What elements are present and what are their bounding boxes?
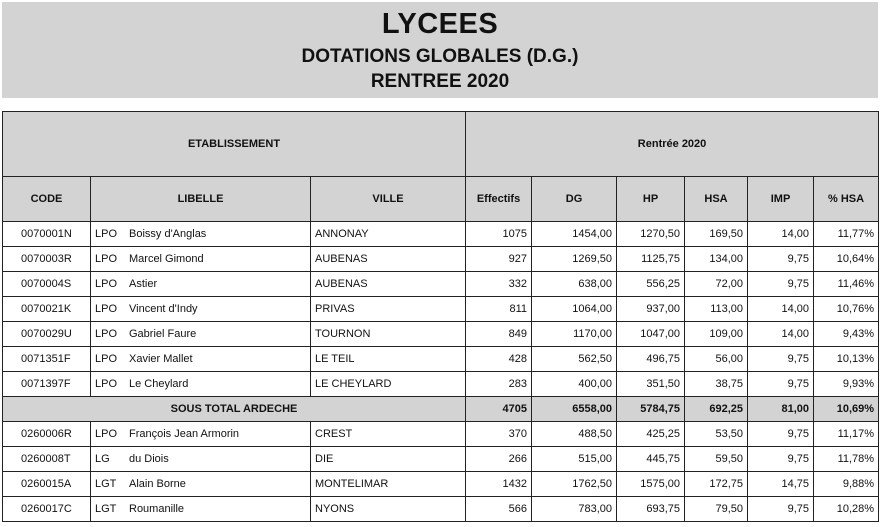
cell-effectifs: 566 bbox=[466, 497, 532, 522]
cell-code: 0071397F bbox=[3, 372, 91, 397]
table-row bbox=[3, 322, 879, 347]
cell-pct-hsa: 11,46% bbox=[814, 272, 879, 297]
title-block bbox=[2, 2, 878, 98]
cell-effectifs: 428 bbox=[466, 347, 532, 372]
subtotal-imp: 81,00 bbox=[748, 397, 814, 422]
etablissement-name: Boissy d'Anglas bbox=[129, 228, 207, 240]
page-title: LYCEES bbox=[381, 8, 499, 40]
cell-ville: CREST bbox=[311, 422, 466, 447]
cell-hp: 1125,75 bbox=[617, 247, 685, 272]
cell-dg: 638,00 bbox=[532, 272, 617, 297]
cell-pct-hsa: 9,43% bbox=[814, 322, 879, 347]
cell-effectifs: 283 bbox=[466, 372, 532, 397]
cell-dg: 400,00 bbox=[532, 372, 617, 397]
cell-code: 0070001N bbox=[3, 222, 91, 247]
cell-effectifs: 332 bbox=[466, 272, 532, 297]
cell-dg: 562,50 bbox=[532, 347, 617, 372]
col-header-pct-hsa: % HSA bbox=[814, 177, 879, 222]
cell-hp: 351,50 bbox=[617, 372, 685, 397]
col-header-imp: IMP bbox=[748, 177, 814, 222]
cell-code: 0260015A bbox=[3, 472, 91, 497]
etablissement-type: LPO bbox=[95, 353, 118, 365]
cell-hsa: 53,50 bbox=[685, 422, 748, 447]
etablissement-type: LPO bbox=[95, 253, 118, 265]
etablissement-type: LPO bbox=[95, 428, 118, 440]
cell-libelle bbox=[91, 447, 311, 472]
etablissement-name: Xavier Mallet bbox=[129, 353, 193, 365]
cell-effectifs: 927 bbox=[466, 247, 532, 272]
cell-ville: MONTELIMAR bbox=[311, 472, 466, 497]
etablissement-name: Vincent d'Indy bbox=[129, 303, 198, 315]
cell-imp: 9,75 bbox=[748, 497, 814, 522]
cell-dg: 1064,00 bbox=[532, 297, 617, 322]
cell-libelle bbox=[91, 322, 311, 347]
page-subtitle: DOTATIONS GLOBALES (D.G.) bbox=[301, 46, 579, 67]
cell-pct-hsa: 11,77% bbox=[814, 222, 879, 247]
cell-code: 0070029U bbox=[3, 322, 91, 347]
cell-libelle bbox=[91, 222, 311, 247]
cell-pct-hsa: 10,13% bbox=[814, 347, 879, 372]
group-header-rentree: Rentrée 2020 bbox=[466, 112, 879, 177]
table-row bbox=[3, 347, 879, 372]
cell-hp: 693,75 bbox=[617, 497, 685, 522]
subtotal-hp: 5784,75 bbox=[617, 397, 685, 422]
cell-imp: 9,75 bbox=[748, 347, 814, 372]
cell-ville: NYONS bbox=[311, 497, 466, 522]
cell-hsa: 72,00 bbox=[685, 272, 748, 297]
cell-hp: 1575,00 bbox=[617, 472, 685, 497]
cell-effectifs: 370 bbox=[466, 422, 532, 447]
cell-effectifs: 1432 bbox=[466, 472, 532, 497]
cell-ville: ANNONAY bbox=[311, 222, 466, 247]
cell-ville: LE CHEYLARD bbox=[311, 372, 466, 397]
etablissement-name: Gabriel Faure bbox=[129, 328, 197, 340]
cell-libelle bbox=[91, 272, 311, 297]
cell-libelle bbox=[91, 247, 311, 272]
cell-hsa: 59,50 bbox=[685, 447, 748, 472]
subtotal-hsa: 692,25 bbox=[685, 397, 748, 422]
etablissement-name: du Diois bbox=[129, 453, 169, 465]
etablissement-type: LPO bbox=[95, 378, 118, 390]
cell-effectifs: 266 bbox=[466, 447, 532, 472]
cell-dg: 1454,00 bbox=[532, 222, 617, 247]
etablissement-name: Alain Borne bbox=[129, 478, 186, 490]
cell-code: 0260008T bbox=[3, 447, 91, 472]
subtotal-pct-hsa: 10,69% bbox=[814, 397, 879, 422]
table-row bbox=[3, 222, 879, 247]
cell-imp: 9,75 bbox=[748, 447, 814, 472]
cell-libelle bbox=[91, 372, 311, 397]
cell-pct-hsa: 11,17% bbox=[814, 422, 879, 447]
cell-libelle bbox=[91, 422, 311, 447]
cell-code: 0071351F bbox=[3, 347, 91, 372]
cell-ville: DIE bbox=[311, 447, 466, 472]
cell-dg: 783,00 bbox=[532, 497, 617, 522]
cell-imp: 9,75 bbox=[748, 247, 814, 272]
cell-hsa: 56,00 bbox=[685, 347, 748, 372]
subtotal-effectifs: 4705 bbox=[466, 397, 532, 422]
cell-ville: AUBENAS bbox=[311, 247, 466, 272]
cell-imp: 14,00 bbox=[748, 322, 814, 347]
cell-hp: 445,75 bbox=[617, 447, 685, 472]
cell-hsa: 134,00 bbox=[685, 247, 748, 272]
cell-pct-hsa: 10,28% bbox=[814, 497, 879, 522]
col-header-libelle: LIBELLE bbox=[91, 177, 311, 222]
cell-libelle bbox=[91, 472, 311, 497]
cell-effectifs: 1075 bbox=[466, 222, 532, 247]
cell-code: 0070004S bbox=[3, 272, 91, 297]
table-row bbox=[3, 472, 879, 497]
dotations-table bbox=[2, 111, 879, 522]
col-header-hsa: HSA bbox=[685, 177, 748, 222]
cell-code: 0260017C bbox=[3, 497, 91, 522]
cell-ville: AUBENAS bbox=[311, 272, 466, 297]
cell-hsa: 79,50 bbox=[685, 497, 748, 522]
cell-hp: 556,25 bbox=[617, 272, 685, 297]
cell-hsa: 169,50 bbox=[685, 222, 748, 247]
table-row bbox=[3, 447, 879, 472]
cell-code: 0070003R bbox=[3, 247, 91, 272]
table-row bbox=[3, 422, 879, 447]
cell-pct-hsa: 9,88% bbox=[814, 472, 879, 497]
cell-ville: PRIVAS bbox=[311, 297, 466, 322]
etablissement-name: François Jean Armorin bbox=[129, 428, 240, 440]
table-row bbox=[3, 247, 879, 272]
cell-hp: 937,00 bbox=[617, 297, 685, 322]
cell-effectifs: 811 bbox=[466, 297, 532, 322]
subtotal-row bbox=[3, 397, 879, 422]
subtotal-dg: 6558,00 bbox=[532, 397, 617, 422]
table-body bbox=[3, 222, 879, 522]
etablissement-type: LG bbox=[95, 453, 110, 465]
cell-hp: 1270,50 bbox=[617, 222, 685, 247]
cell-imp: 14,75 bbox=[748, 472, 814, 497]
cell-dg: 1762,50 bbox=[532, 472, 617, 497]
cell-pct-hsa: 9,93% bbox=[814, 372, 879, 397]
col-header-hp: HP bbox=[617, 177, 685, 222]
table-row bbox=[3, 497, 879, 522]
cell-imp: 9,75 bbox=[748, 372, 814, 397]
rentree-title: RENTREE 2020 bbox=[370, 71, 510, 92]
table-row bbox=[3, 372, 879, 397]
cell-libelle bbox=[91, 347, 311, 372]
etablissement-type: LGT bbox=[95, 503, 117, 515]
cell-hsa: 38,75 bbox=[685, 372, 748, 397]
etablissement-type: LPO bbox=[95, 328, 118, 340]
cell-pct-hsa: 10,64% bbox=[814, 247, 879, 272]
etablissement-type: LGT bbox=[95, 478, 117, 490]
cell-ville: TOURNON bbox=[311, 322, 466, 347]
col-header-effectifs: Effectifs bbox=[466, 177, 532, 222]
table-row bbox=[3, 297, 879, 322]
col-header-code: CODE bbox=[3, 177, 91, 222]
cell-hsa: 113,00 bbox=[685, 297, 748, 322]
cell-code: 0260006R bbox=[3, 422, 91, 447]
table-row bbox=[3, 272, 879, 297]
cell-imp: 14,00 bbox=[748, 222, 814, 247]
cell-dg: 1170,00 bbox=[532, 322, 617, 347]
etablissement-type: LPO bbox=[95, 278, 118, 290]
group-header-etablissement: ETABLISSEMENT bbox=[3, 112, 466, 177]
etablissement-name: Astier bbox=[129, 278, 158, 290]
cell-dg: 515,00 bbox=[532, 447, 617, 472]
cell-hp: 496,75 bbox=[617, 347, 685, 372]
cell-effectifs: 849 bbox=[466, 322, 532, 347]
cell-hp: 1047,00 bbox=[617, 322, 685, 347]
cell-libelle bbox=[91, 497, 311, 522]
cell-hp: 425,25 bbox=[617, 422, 685, 447]
cell-dg: 488,50 bbox=[532, 422, 617, 447]
cell-ville: LE TEIL bbox=[311, 347, 466, 372]
subtotal-label: SOUS TOTAL ARDECHE bbox=[3, 397, 466, 422]
etablissement-name: Le Cheylard bbox=[129, 378, 189, 390]
etablissement-name: Marcel Gimond bbox=[129, 253, 204, 265]
cell-hsa: 109,00 bbox=[685, 322, 748, 347]
cell-pct-hsa: 10,76% bbox=[814, 297, 879, 322]
etablissement-name: Roumanille bbox=[129, 503, 185, 515]
cell-dg: 1269,50 bbox=[532, 247, 617, 272]
col-header-ville: VILLE bbox=[311, 177, 466, 222]
cell-pct-hsa: 11,78% bbox=[814, 447, 879, 472]
cell-libelle bbox=[91, 297, 311, 322]
etablissement-type: LPO bbox=[95, 303, 118, 315]
cell-code: 0070021K bbox=[3, 297, 91, 322]
cell-imp: 9,75 bbox=[748, 422, 814, 447]
col-header-dg: DG bbox=[532, 177, 617, 222]
cell-hsa: 172,75 bbox=[685, 472, 748, 497]
cell-imp: 14,00 bbox=[748, 297, 814, 322]
etablissement-type: LPO bbox=[95, 228, 118, 240]
cell-imp: 9,75 bbox=[748, 272, 814, 297]
